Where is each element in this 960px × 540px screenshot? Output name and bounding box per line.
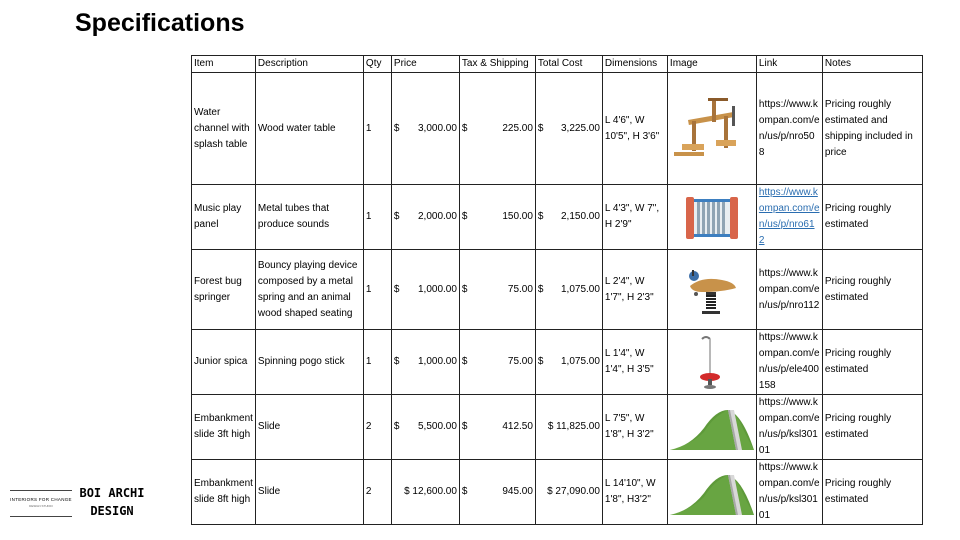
cell-dimensions: L 4'3", W 7", H 2'9" [602,185,667,250]
cell-image [667,395,756,460]
table-row [192,330,923,395]
interiors-logo-mark [10,490,72,517]
price-value: 3,000.00 [417,122,457,134]
currency-symbol: $ [393,356,400,367]
cell-dimensions: L 4'6", W 10'5", H 3'6" [602,73,667,185]
header-qty: Qty [363,56,391,73]
cell-image [667,460,756,525]
cell-notes: Pricing roughly estimated [822,395,922,460]
currency-symbol: $ [537,211,544,222]
tax-value: 150.00 [502,211,533,222]
cell-image [667,330,756,395]
cell-image [667,250,756,330]
table-row [192,185,923,250]
cell-total [535,460,602,525]
cell-item: Embankment slide 3ft high [192,395,256,460]
tax-value: 945.00 [502,486,533,497]
cell-price [391,330,459,395]
cell-qty: 2 [363,460,391,525]
price-value: $ 12,600.00 [404,486,457,497]
currency-symbol: $ [393,211,400,222]
currency-symbol: $ [461,356,468,367]
cell-notes: Pricing roughly estimated [822,460,922,525]
spinning-pogo-image [692,333,732,391]
currency-symbol: $ [461,486,468,497]
cell-qty: 1 [363,185,391,250]
cell-dimensions: L 1'4", W 1'4", H 3'5" [602,330,667,395]
currency-symbol: $ [461,283,468,295]
cell-dimensions: L 14'10", W 1'8", H3'2" [602,460,667,525]
header-tax-shipping: Tax & Shipping [459,56,535,73]
brand-name [74,484,150,520]
currency-symbol: $ [537,283,544,295]
cell-qty: 2 [363,395,391,460]
price-value: 2,000.00 [417,211,457,222]
header-description: Description [255,56,363,73]
cell-qty: 1 [363,73,391,185]
table-header-row [192,56,923,73]
cell-link[interactable]: https://www.kompan.com/en/us/p/nro508 [756,73,822,185]
cell-notes: Pricing roughly estimated and shipping included in price [822,73,922,185]
cell-item: Junior spica [192,330,256,395]
page-title: Specifications [75,9,245,37]
header-dimensions: Dimensions [602,56,667,73]
total-value: 1,075.00 [560,356,600,367]
total-value: $ 11,825.00 [547,421,600,432]
cell-link[interactable]: https://www.kompan.com/en/us/p/ksl30101 [756,460,822,525]
cell-image [667,73,756,185]
total-value: 2,150.00 [560,211,600,222]
price-value: 5,500.00 [417,421,457,432]
table-row [192,460,923,525]
cell-total [535,395,602,460]
tax-value: 225.00 [502,122,533,134]
cell-tax [459,185,535,250]
cell-description: Metal tubes that produce sounds [255,185,363,250]
currency-symbol: $ [393,122,400,134]
cell-tax [459,395,535,460]
cell-price [391,250,459,330]
brand-name-line2: DESIGN [90,504,134,518]
cell-qty: 1 [363,250,391,330]
price-value: 1,000.00 [417,356,457,367]
brand-name-line1: BOI ARCHI [79,486,145,500]
cell-total [535,330,602,395]
logo-subtagline: DESIGN STUDIO [29,504,53,508]
cell-total [535,185,602,250]
currency-symbol: $ [537,356,544,367]
header-item: Item [192,56,256,73]
cell-dimensions: L 7'5", W 1'8", H 3'2" [602,395,667,460]
cell-link[interactable] [756,185,822,250]
cell-item: Forest bug springer [192,250,256,330]
currency-symbol: $ [461,211,468,222]
cell-notes: Pricing roughly estimated [822,185,922,250]
header-total-cost: Total Cost [535,56,602,73]
slide-image [670,402,754,452]
company-logo [10,484,150,524]
cell-total [535,73,602,185]
header-link: Link [756,56,822,73]
cell-link[interactable]: https://www.kompan.com/en/us/p/ksl30101 [756,395,822,460]
cell-item: Music play panel [192,185,256,250]
cell-description: Bouncy playing device composed by a metal spring and an animal wood shaped seating [255,250,363,330]
cell-description: Spinning pogo stick [255,330,363,395]
link-anchor[interactable]: https://www.kompan.com/en/us/p/nro612 [758,187,820,246]
cell-description: Wood water table [255,73,363,185]
specifications-table [191,55,923,525]
music-panel-image [682,191,742,243]
logo-tagline: INTERIORS FOR CHANGE [10,497,72,502]
cell-tax [459,460,535,525]
cell-price [391,460,459,525]
currency-symbol: $ [393,283,400,295]
total-value: $ 27,090.00 [547,486,600,497]
cell-notes: Pricing roughly estimated [822,250,922,330]
cell-description: Slide [255,395,363,460]
cell-price [391,73,459,185]
cell-image [667,185,756,250]
total-value: 1,075.00 [560,283,600,295]
tax-value: 75.00 [507,283,533,295]
header-notes: Notes [822,56,922,73]
cell-total [535,250,602,330]
cell-notes: Pricing roughly estimated [822,330,922,395]
cell-price [391,185,459,250]
tax-value: 412.50 [502,421,533,432]
currency-symbol: $ [461,421,468,432]
cell-item: Embankment slide 8ft high [192,460,256,525]
cell-link[interactable]: https://www.kompan.com/en/us/p/nro112 [756,250,822,330]
header-price: Price [391,56,459,73]
cell-dimensions: L 2'4", W 1'7", H 2'3" [602,250,667,330]
currency-symbol: $ [393,421,400,432]
cell-price [391,395,459,460]
cell-tax [459,330,535,395]
table-row [192,250,923,330]
total-value: 3,225.00 [560,122,600,134]
cell-qty: 1 [363,330,391,395]
tax-value: 75.00 [507,356,533,367]
slide-image [670,467,754,517]
price-value: 1,000.00 [417,283,457,295]
header-image: Image [667,56,756,73]
currency-symbol: $ [461,122,468,134]
table-row [192,73,923,185]
cell-tax [459,73,535,185]
cell-tax [459,250,535,330]
cell-description: Slide [255,460,363,525]
bug-springer-image [682,260,742,320]
table-row [192,395,923,460]
cell-link[interactable]: https://www.kompan.com/en/us/p/ele400158 [756,330,822,395]
cell-item: Water channel with splash table [192,73,256,185]
water-table-image [672,94,752,164]
currency-symbol: $ [537,122,544,134]
